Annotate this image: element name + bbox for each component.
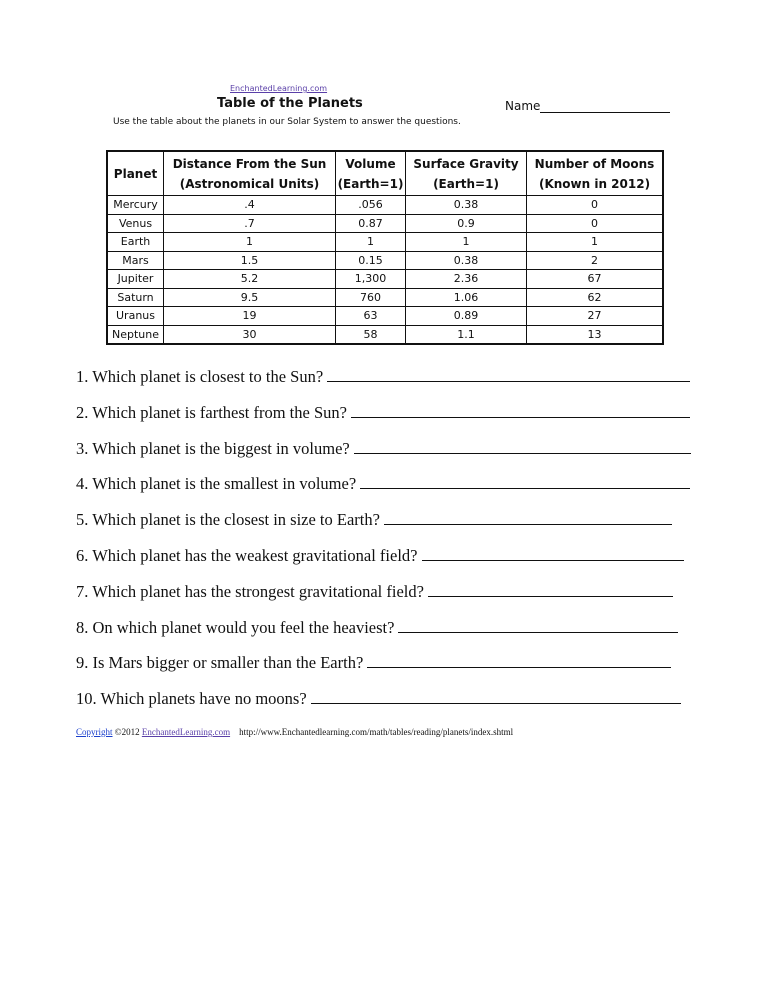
answer-line[interactable] xyxy=(422,546,685,561)
copyright-year: ©2012 xyxy=(112,727,142,737)
question-text: 7. Which planet has the strongest gravitational field? xyxy=(76,581,424,601)
footer-site-link[interactable]: EnchantedLearning.com xyxy=(141,727,231,737)
site-link[interactable]: EnchantedLearning.com xyxy=(230,84,328,93)
table-cell: 67 xyxy=(527,270,664,289)
column-header xyxy=(527,151,664,196)
answer-line[interactable] xyxy=(351,403,690,418)
answer-line[interactable] xyxy=(311,689,681,704)
question xyxy=(76,439,691,459)
table-cell: 0.89 xyxy=(406,307,527,326)
column-header-line: Surface Gravity xyxy=(413,156,519,171)
table-cell: Mercury xyxy=(107,196,164,215)
table-cell: 62 xyxy=(527,288,664,307)
answer-line[interactable] xyxy=(428,582,673,597)
question xyxy=(76,618,678,638)
column-header xyxy=(406,151,527,196)
table-cell: 2.36 xyxy=(406,270,527,289)
page-title: Table of the Planets xyxy=(217,96,363,111)
question xyxy=(76,510,672,530)
table-cell: 58 xyxy=(336,325,406,344)
planets-table xyxy=(106,150,664,345)
column-header-line: Planet xyxy=(113,166,158,181)
column-header xyxy=(107,151,164,196)
column-header-line: (Earth=1) xyxy=(337,176,404,191)
table-cell: 9.5 xyxy=(164,288,336,307)
answer-line[interactable] xyxy=(398,618,678,633)
answer-line[interactable] xyxy=(327,367,690,382)
column-header-line: Number of Moons xyxy=(534,156,655,171)
table-cell: 1,300 xyxy=(336,270,406,289)
table-row xyxy=(107,214,663,233)
answer-line[interactable] xyxy=(354,439,691,454)
table-row xyxy=(107,307,663,326)
table-cell: 1 xyxy=(527,233,664,252)
table-row xyxy=(107,288,663,307)
name-label: Name xyxy=(505,99,541,113)
footer-url: http://www.Enchantedlearning.com/math/tables/reading/planets/index.shtml xyxy=(239,727,514,737)
table-cell: 2 xyxy=(527,251,664,270)
table-cell: .056 xyxy=(336,196,406,215)
table-cell: Earth xyxy=(107,233,164,252)
table-cell: 1.1 xyxy=(406,325,527,344)
name-line[interactable] xyxy=(540,101,670,113)
answer-line[interactable] xyxy=(360,474,690,489)
table-cell: 0.15 xyxy=(336,251,406,270)
question-text: 2. Which planet is farthest from the Sun? xyxy=(76,402,347,422)
column-header-line: Volume xyxy=(345,156,396,171)
question-text: 4. Which planet is the smallest in volume? xyxy=(76,474,357,494)
column-header xyxy=(336,151,406,196)
table-cell: 13 xyxy=(527,325,664,344)
table-cell: 1.5 xyxy=(164,251,336,270)
table-cell: 1 xyxy=(164,233,336,252)
column-header xyxy=(164,151,336,196)
table-cell: 63 xyxy=(336,307,406,326)
table-cell: 0.38 xyxy=(406,196,527,215)
question xyxy=(76,403,690,423)
table-cell: 1 xyxy=(406,233,527,252)
question-text: 6. Which planet has the weakest gravitational field? xyxy=(76,546,418,565)
table-row xyxy=(107,196,663,215)
question xyxy=(76,689,681,709)
table-cell: 27 xyxy=(527,307,664,326)
instructions: Use the table about the planets in our Solar System to answer the questions. xyxy=(113,117,461,127)
table-row xyxy=(107,270,663,289)
column-header-line: (Astronomical Units) xyxy=(179,176,320,191)
table-cell: 30 xyxy=(164,325,336,344)
table-row xyxy=(107,251,663,270)
column-header-line: Distance From the Sun xyxy=(172,156,327,171)
question-text: 9. Is Mars bigger or smaller than the Earth? xyxy=(76,653,364,673)
table-cell: Neptune xyxy=(107,325,164,344)
name-field[interactable] xyxy=(505,99,670,113)
copyright-link[interactable]: Copyright xyxy=(76,727,113,737)
question xyxy=(76,582,673,602)
table-cell: .4 xyxy=(164,196,336,215)
table-row xyxy=(107,233,663,252)
footer xyxy=(76,727,513,737)
question-text: 10. Which planets have no moons? xyxy=(76,689,307,709)
table-cell: 19 xyxy=(164,307,336,326)
column-header-line: (Known in 2012) xyxy=(538,176,651,191)
table-cell: 0.38 xyxy=(406,251,527,270)
table-row xyxy=(107,325,663,344)
table-cell: Venus xyxy=(107,214,164,233)
answer-line[interactable] xyxy=(367,653,671,668)
question xyxy=(76,474,690,494)
table-cell: Uranus xyxy=(107,307,164,326)
question xyxy=(76,546,684,566)
table-cell: 0 xyxy=(527,196,664,215)
table-cell: 1.06 xyxy=(406,288,527,307)
table-cell: Jupiter xyxy=(107,270,164,289)
table-cell: Saturn xyxy=(107,288,164,307)
question-text: 3. Which planet is the biggest in volume? xyxy=(76,438,350,458)
table-cell: .7 xyxy=(164,214,336,233)
table-cell: 0 xyxy=(527,214,664,233)
question-text: 8. On which planet would you feel the heaviest? xyxy=(76,617,395,637)
question xyxy=(76,653,671,673)
table-cell: Mars xyxy=(107,251,164,270)
question-text: 5. Which planet is the closest in size to Earth? xyxy=(76,510,380,530)
question-text: 1. Which planet is closest to the Sun? xyxy=(76,367,324,386)
table-cell: 5.2 xyxy=(164,270,336,289)
table-cell: 0.87 xyxy=(336,214,406,233)
question xyxy=(76,367,690,387)
answer-line[interactable] xyxy=(384,510,672,525)
table-cell: 0.9 xyxy=(406,214,527,233)
table-cell: 760 xyxy=(336,288,406,307)
column-header-line: (Earth=1) xyxy=(433,176,499,191)
table-cell: 1 xyxy=(336,233,406,252)
